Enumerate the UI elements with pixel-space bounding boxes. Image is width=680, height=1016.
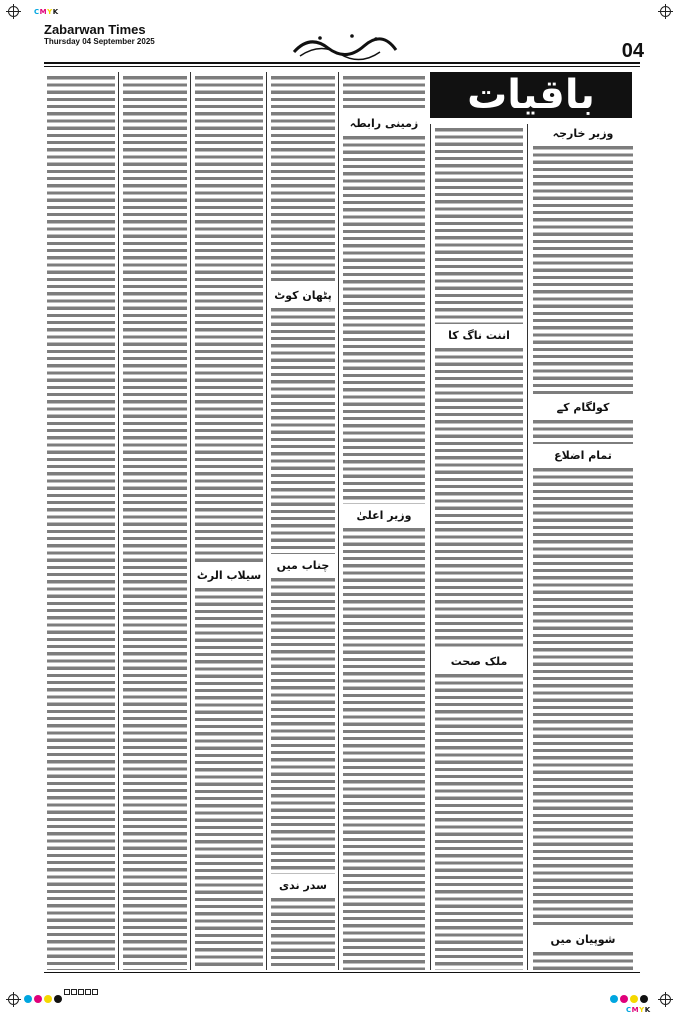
swatch-cyan-right — [610, 995, 618, 1003]
article-body-text — [123, 74, 187, 970]
swatch-magenta-right — [620, 995, 628, 1003]
newspaper-brand: Zabarwan Times — [44, 22, 146, 37]
article-column-6 — [44, 72, 118, 970]
column-divider — [190, 72, 191, 970]
registration-boxes — [64, 989, 98, 995]
article-body-text — [343, 74, 425, 110]
article-heading: تمام اضلاع — [530, 448, 636, 464]
cmyk-mark-top: CMYK — [34, 8, 59, 16]
article-heading: وزیر اعلیٰ — [340, 508, 428, 524]
article-body-text — [271, 576, 335, 874]
article-body-text — [195, 586, 263, 970]
issue-date: Thursday 04 September 2025 — [44, 37, 155, 46]
header-rule-thin — [44, 66, 640, 67]
footer-rule — [44, 972, 640, 973]
article-body-text — [435, 672, 523, 970]
registration-mark-top-left — [8, 6, 19, 17]
article-heading: سدر ندی — [268, 878, 338, 894]
article-body-text — [533, 144, 633, 396]
swatch-yellow-right — [630, 995, 638, 1003]
urdu-masthead-logo — [290, 30, 400, 62]
column-divider — [118, 72, 119, 970]
swatch-black-right — [640, 995, 648, 1003]
article-column-1 — [530, 124, 636, 970]
article-heading: چناب میں — [268, 558, 338, 574]
article-body-text — [195, 74, 263, 564]
article-body-text — [533, 466, 633, 928]
article-column-7 — [120, 72, 190, 970]
swatch-black — [54, 995, 62, 1003]
column-divider — [527, 124, 528, 970]
swatch-magenta — [34, 995, 42, 1003]
swatch-cyan — [24, 995, 32, 1003]
column-divider — [430, 124, 431, 970]
article-body-text — [271, 306, 335, 554]
article-heading: وزیر خارجہ — [530, 126, 636, 142]
cmyk-mark-bottom: CMYK — [626, 1006, 651, 1014]
registration-mark-bottom-right — [660, 994, 671, 1005]
section-banner: باقیات — [430, 72, 632, 118]
article-column-3 — [340, 72, 428, 970]
article-body-text — [343, 134, 425, 504]
article-body-text — [271, 896, 335, 970]
article-body-text — [435, 346, 523, 650]
page-number: 04 — [621, 40, 644, 62]
article-heading: اننت ناگ کا — [432, 328, 526, 344]
header-rule — [44, 62, 640, 64]
article-heading: زمینی رابطہ — [340, 116, 428, 132]
article-column-5 — [192, 72, 266, 970]
article-body-text — [533, 950, 633, 970]
article-column-4 — [268, 72, 338, 970]
registration-mark-bottom-left — [8, 994, 19, 1005]
column-divider — [338, 72, 339, 970]
article-heading: کولگام کے — [530, 400, 636, 416]
article-heading: پٹھان کوٹ — [268, 288, 338, 304]
article-heading: شوپیان میں — [530, 932, 636, 948]
article-heading: ملک صحت — [432, 654, 526, 670]
swatch-yellow — [44, 995, 52, 1003]
article-column-2 — [432, 124, 526, 970]
registration-mark-top-right — [660, 6, 671, 17]
column-divider — [266, 72, 267, 970]
article-heading: سیلاب الرٹ — [192, 568, 266, 584]
article-body-text — [435, 126, 523, 324]
article-body-text — [47, 74, 115, 970]
article-body-text — [271, 74, 335, 284]
article-body-text — [343, 526, 425, 970]
article-body-text — [533, 418, 633, 444]
